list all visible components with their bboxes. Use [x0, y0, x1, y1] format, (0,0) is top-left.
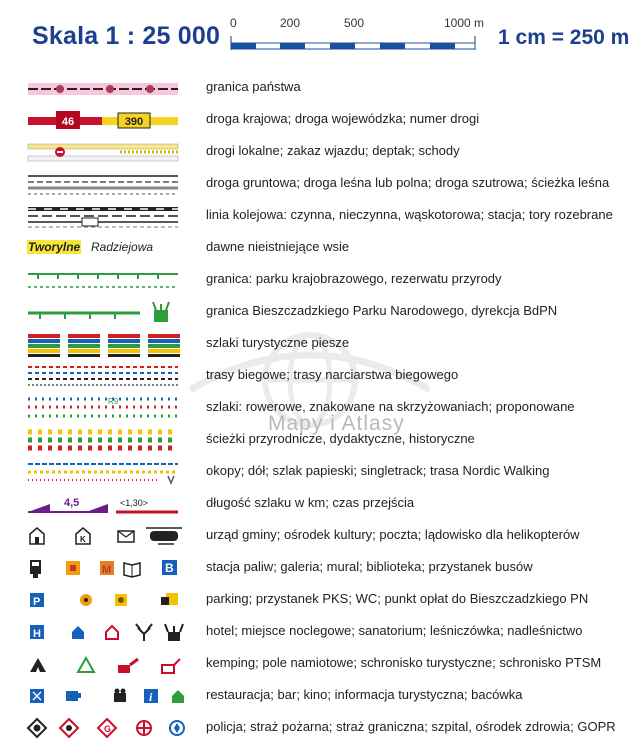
- legend-row-ski-trails: [0, 360, 636, 392]
- camping-symbols: [20, 648, 190, 680]
- svg-text:G: G: [104, 724, 112, 734]
- legend-label-police: policja; straż pożarna; straż graniczna; szpital, ośrodek zdrowia; GOPR: [206, 719, 616, 734]
- legend-label-dirt-roads: droga gruntowa; droga leśna lub polna; droga szutrowa; ścieżka leśna: [206, 175, 610, 190]
- svg-text:i: i: [149, 690, 153, 704]
- scale-label-1000: 1000 m: [444, 16, 485, 30]
- national-park-border-symbol: [20, 296, 190, 328]
- legend-label-border: granica państwa: [206, 79, 301, 94]
- legend-row-border: [0, 72, 636, 104]
- tourist-info-icon: [144, 689, 158, 704]
- scale-label-500: 500: [344, 16, 365, 30]
- svg-text:M: M: [102, 564, 112, 576]
- trail-length-value: 4,5: [64, 497, 80, 509]
- legend-row-park-border: [0, 264, 636, 296]
- legend-label-fuel: stacja paliw; galeria; mural; biblioteka; przystanek busów: [206, 559, 533, 574]
- legend-label-trail-length: długość szlaku w km; czas przejścia: [206, 495, 415, 510]
- legend-row-local-roads: [0, 136, 636, 168]
- bus-stop-icon: [162, 560, 177, 575]
- legend-row-fuel: [0, 552, 636, 584]
- mural-icon: [100, 561, 114, 576]
- watermark-text: Mapy i Atlasy: [268, 412, 405, 435]
- legend-row-police: [0, 712, 636, 744]
- legend-row-main-roads: [0, 104, 636, 136]
- camping-icon: [30, 658, 46, 672]
- trenches-symbol: [20, 456, 190, 488]
- legend-row-bike-trails: [0, 392, 636, 424]
- police-icon: [28, 719, 46, 737]
- gallery-icon: [66, 561, 80, 575]
- culture-centre-icon: [76, 528, 90, 544]
- legend-label-offices: urząd gminy; ośrodek kultury; poczta; lądowisko dla helikopterów: [206, 527, 580, 542]
- legend-label-nature-paths: ścieżki przyrodnicze, dydaktyczne, historyczne: [206, 431, 475, 446]
- legend-label-main-roads: droga krajowa; droga wojewódzka; numer drogi: [206, 111, 480, 126]
- svg-text:H: H: [33, 628, 41, 640]
- hiking-trails-symbol: [20, 328, 190, 360]
- legend-label-hotel: hotel; miejsce noclegowe; sanatorium; leśniczówka; nadleśnictwo: [206, 623, 583, 638]
- park-fee-point-icon: [161, 593, 178, 605]
- railway-symbol: [20, 200, 190, 232]
- legend-row-offices: [0, 520, 636, 552]
- wc-icon: [115, 594, 127, 606]
- legend-row-dirt-roads: [0, 168, 636, 200]
- scale-bar: [220, 16, 490, 60]
- legend-row-hotel: [0, 616, 636, 648]
- police-symbols: [20, 712, 190, 744]
- cinema-icon: [114, 689, 126, 703]
- restaurant-symbols: [20, 680, 190, 712]
- bike-trails-symbol: [20, 392, 190, 424]
- helipad-icon: [146, 528, 182, 544]
- legend-label-railway: linia kolejowa: czynna, nieczynna, wąskotorowa; stacja; tory rozebrane: [206, 207, 613, 222]
- former-villages-symbol: [20, 232, 190, 264]
- border-guard-icon: [98, 719, 116, 737]
- legend-label-former-villages: dawne nieistniejące wsie: [206, 239, 350, 254]
- legend-label-ski-trails: trasy biegowe; trasy narciarstwa biegowego: [206, 367, 459, 382]
- gopr-icon: [170, 721, 184, 735]
- nature-paths-symbol: [20, 424, 190, 456]
- shepherd-hut-icon: [172, 690, 184, 703]
- offices-symbols: [20, 520, 190, 552]
- mountain-hut-icon: [118, 659, 138, 673]
- legend-label-parking: parking; przystanek PKS; WC; punkt opłat do Bieszczadzkiego PN: [206, 591, 589, 606]
- hotel-icon: [30, 625, 44, 640]
- village-name-example-1: Tworylne: [28, 240, 81, 254]
- legend-label-restaurant: restauracja; bar; kino; informacja turystyczna; bacówka: [206, 687, 523, 702]
- local-roads-symbol: [20, 136, 190, 168]
- accommodation-icon: [72, 626, 84, 639]
- forester-lodge-icon: [136, 624, 152, 641]
- legend-header: [0, 0, 636, 70]
- fuel-station-icon: [30, 560, 41, 578]
- post-office-icon: [118, 531, 134, 542]
- hotel-symbols: [20, 616, 190, 648]
- legend-row-former-villages: [0, 232, 636, 264]
- scale-label-200: 200: [280, 16, 301, 30]
- scale-label-0: 0: [230, 16, 237, 30]
- legend-label-park-border: granica: parku krajobrazowego, rezerwatu przyrody: [206, 271, 502, 286]
- sanatorium-icon: [106, 626, 118, 639]
- legend-row-nature-paths: [0, 424, 636, 456]
- scale-title: Skala 1 : 25 000: [32, 22, 221, 50]
- legend-label-camping: kemping; pole namiotowe; schronisko turystyczne; schronisko PTSM: [206, 655, 602, 670]
- scale-bar-graphic: [230, 36, 476, 54]
- library-icon: [124, 563, 140, 577]
- trail-time-value: <1,30>: [120, 498, 149, 508]
- cm-equivalent: 1 cm = 250 m: [498, 26, 630, 49]
- legend-row-restaurant: [0, 680, 636, 712]
- svg-text:P: P: [33, 596, 41, 608]
- ski-trails-symbol: [20, 360, 190, 392]
- bike-route-label: R9: [108, 397, 119, 406]
- legend-row-hiking-trails: [0, 328, 636, 360]
- state-border-symbol: [20, 72, 190, 104]
- legend-row-national-park: [0, 296, 636, 328]
- map-legend: [0, 72, 636, 750]
- fuel-symbols: [20, 552, 190, 584]
- town-hall-icon: [30, 528, 44, 544]
- tent-field-icon: [78, 658, 94, 672]
- legend-label-hiking-trails: szlaki turystyczne piesze: [206, 335, 350, 350]
- legend-label-trenches: okopy; dół; szlak papieski; singletrack; trasa Nordic Walking: [206, 463, 550, 478]
- restaurant-icon: [30, 689, 44, 703]
- hospital-icon: [137, 721, 151, 735]
- main-roads-symbol: [20, 104, 190, 136]
- ptsm-hostel-icon: [162, 659, 180, 673]
- regional-road-number: 390: [124, 116, 144, 128]
- fire-brigade-icon: [60, 719, 78, 737]
- forestry-district-icon: [165, 624, 183, 641]
- legend-row-trail-length: [0, 488, 636, 520]
- legend-label-local-roads: drogi lokalne; zakaz wjazdu; deptak; schody: [206, 143, 460, 158]
- national-road-number: 46: [61, 116, 75, 128]
- legend-row-railway: [0, 200, 636, 232]
- svg-text:B: B: [165, 561, 174, 575]
- legend-row-parking: [0, 584, 636, 616]
- legend-row-camping: [0, 648, 636, 680]
- svg-text:K: K: [80, 535, 86, 544]
- dirt-roads-symbol: [20, 168, 190, 200]
- legend-label-national-park: granica Bieszczadzkiego Parku Narodowego, dyrekcja BdPN: [206, 303, 558, 318]
- park-border-symbol: [20, 264, 190, 296]
- village-name-example-2: Radziejowa: [91, 240, 154, 254]
- pks-stop-icon: [80, 594, 92, 606]
- parking-symbols: [20, 584, 190, 616]
- legend-row-trenches: [0, 456, 636, 488]
- bar-icon: [66, 691, 81, 701]
- legend-label-bike-trails: szlaki: rowerowe, znakowane na skrzyżowaniach; proponowane: [206, 399, 575, 414]
- trail-length-symbol: [20, 488, 190, 520]
- parking-icon: [30, 593, 44, 608]
